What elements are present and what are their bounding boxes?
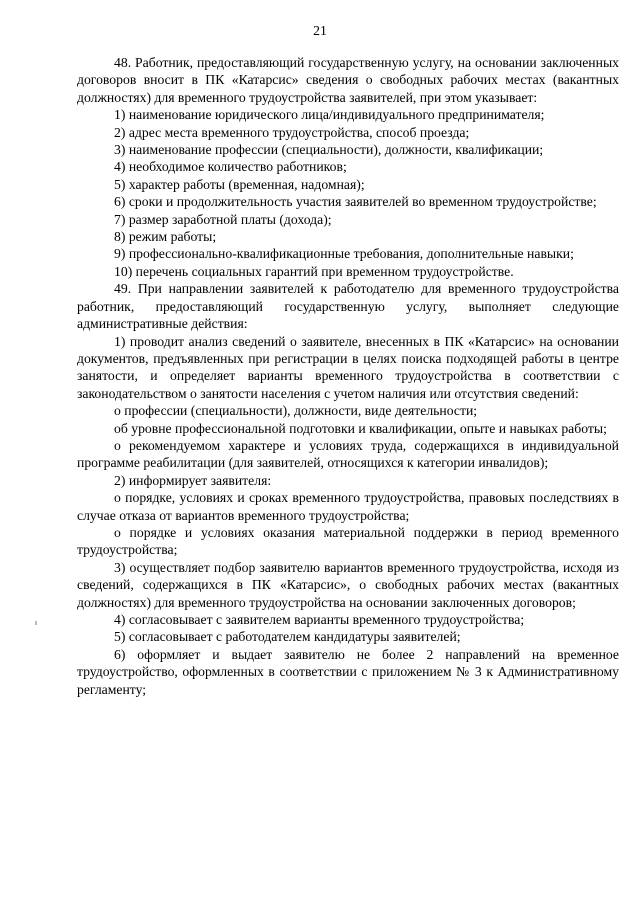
- action-4: 4) согласовывает с заявителем варианты временного трудоустройства;: [114, 612, 525, 627]
- action-2: 2) информирует заявителя:: [114, 472, 272, 488]
- list-item-2: 2) адрес места временного трудоустройства, способ проезда;: [114, 124, 470, 140]
- paragraph-48: 48. Работник, предоставляющий государственную услугу, на основании заключенных договоров вносит в ПК «Катарсис» сведения о свободных рабочих местах (вакантных должностях) для временного трудоустройства заявителей, при этом указывает:: [77, 55, 619, 105]
- list-item-10: 10) перечень социальных гарантий при временном трудоустройстве.: [114, 263, 514, 279]
- action-1-sub-3: о рекомендуемом характере и условиях труда, содержащихся в индивидуальной программе реабилитации (для заявителей, относящихся к категории инвалидов);: [77, 437, 619, 471]
- scan-artifact: [35, 621, 37, 625]
- list-item-1: 1) наименование юридического лица/индивидуального предпринимателя;: [114, 107, 545, 123]
- list-item-7: 7) размер заработной платы (дохода);: [114, 211, 332, 227]
- list-item-5: 5) характер работы (временная, надомная);: [114, 176, 365, 192]
- paragraph-49: 49. При направлении заявителей к работодателю для временного трудоустройства работник, предоставляющий государственную услугу, выполняет следующие административные действия:: [77, 281, 619, 332]
- action-3: 3) осуществляет подбор заявителю вариантов временного трудоустройства, исходя из сведений, содержащихся в ПК «Катарсис», о свободных рабочих местах (вакантных должностях) для временного трудоустройства на основании заключенных договоров;: [77, 559, 619, 610]
- action-1-sub-2: об уровне профессиональной подготовки и квалификации, опыте и навыках работы;: [114, 420, 607, 436]
- list-item-6: 6) сроки и продолжительность участия заявителей во временном трудоустройстве;: [114, 194, 597, 210]
- action-5: 5) согласовывает с работодателем кандидатуры заявителей;: [114, 629, 461, 645]
- action-1-sub-1: о профессии (специальности), должности, виде деятельности;: [114, 403, 478, 419]
- action-2-sub-1: о порядке, условиях и сроках временного трудоустройства, правовых последствиях в случае отказа от вариантов временного трудоустройства;: [77, 490, 619, 523]
- action-6: 6) оформляет и выдает заявителю не более 2 направлений на временное трудоустройство, оформленных в соответствии с приложением № 3 к Административному регламенту;: [77, 646, 619, 697]
- action-1: 1) проводит анализ сведений о заявителе, внесенных в ПК «Катарсис» на основании документов, предъявленных при регистрации в целях поиска подходящей работы в центре занятости, и определяет варианты временного трудоустройства в соответствии с законодательством о занятости населения с учетом наличия или отсутствия сведений:: [77, 333, 619, 401]
- document-body: [77, 54, 619, 698]
- list-item-8: 8) режим работы;: [114, 229, 217, 245]
- action-2-sub-2: о порядке и условиях оказания материальной поддержки в период временного трудоустройства;: [77, 524, 619, 558]
- list-item-4: 4) необходимое количество работников;: [114, 159, 347, 175]
- list-item-9: 9) профессионально-квалификационные требования, дополнительные навыки;: [114, 246, 574, 262]
- page-number: 21: [313, 23, 327, 38]
- list-item-3: 3) наименование профессии (специальности), должности, квалификации;: [114, 142, 544, 158]
